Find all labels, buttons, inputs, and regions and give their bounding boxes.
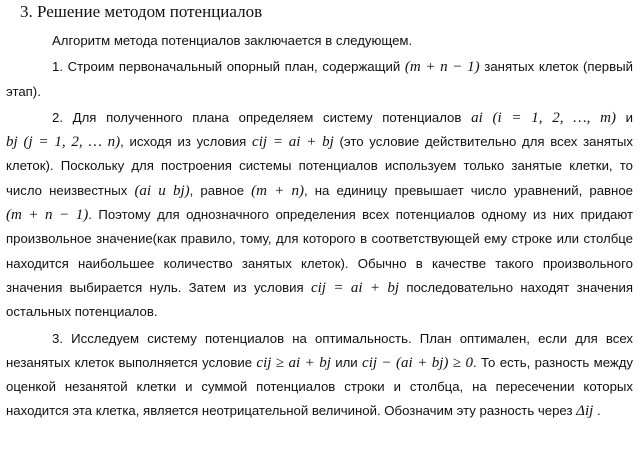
step1-paragraph (6, 55, 633, 104)
step1-text-after: занятых клеток (первый этап). (6, 59, 633, 99)
step2-text-5: , равное (189, 182, 252, 198)
step1-text-before: 1. Строим первоначальный опорный план, содержащий (52, 59, 405, 75)
step2-formula-7: cij = ai + bj (310, 279, 400, 296)
step1-formula: (m + n − 1) (404, 59, 480, 76)
step3-text-1: 3. Исследуем систему потенциалов на оптимальность. План оптимален, если для всех незанятых клеток выполняется условие (6, 330, 633, 370)
step2-text-7: . Поэтому для однозначного определения всех потенциалов одному из них придают произвольное значение(как правило, тому, для которого в соответствующей ему строке или столбце находится наибольшее количество занятых клеток). Обычно в качестве такого произвольного значения выбирается нуль. Затем из условия (6, 207, 633, 295)
step2-paragraph (6, 106, 633, 325)
step2-text-6: , на единицу превышает число уравнений, равное (303, 182, 633, 198)
step2-formula-1: ai (i = 1, 2, …, m) (471, 109, 616, 126)
step3-formula-1: cij ≥ ai + bj (256, 354, 331, 371)
step2-text-1: 2. Для полученного плана определяем систему потенциалов (52, 109, 472, 125)
step2-text-2: и (615, 109, 633, 125)
step3-paragraph (6, 327, 633, 424)
step3-formula-2: cij − (ai + bj) ≥ 0 (362, 354, 474, 371)
step2-formula-6: (m + n − 1) (6, 207, 89, 224)
step3-text-4: . (593, 403, 601, 419)
step3-text-2: или (330, 354, 363, 370)
step2-formula-2: bj (j = 1, 2, … n) (6, 134, 121, 151)
step2-text-3: , исходя из условия (120, 134, 253, 150)
step2-formula-4: (ai и bj) (134, 182, 190, 199)
step2-text-4: (это условие действительно для всех занятых клеток). Поскольку для построения системы потенциалов используем только занятые клетки, то число неизвестных (6, 134, 634, 198)
step3-formula-3: Δij (576, 403, 594, 420)
step3-text-3: . То есть, разность между оценкой незанятой клетки и суммой потенциалов строки и столбца, на пересечении которых находится эта клетка, является неотрицательной величиной. Обозначим эту разность через (6, 354, 634, 419)
step2-formula-3: cij = ai + bj (252, 134, 334, 151)
section-heading: 3. Решение методом потенциалов (20, 2, 263, 21)
step2-formula-5: (m + n) (251, 182, 304, 199)
step2-text-8: последовательно находят значения остальных потенциалов. (6, 279, 633, 320)
intro-paragraph: Алгоритм метода потенциалов заключается в следующем. (52, 33, 413, 48)
